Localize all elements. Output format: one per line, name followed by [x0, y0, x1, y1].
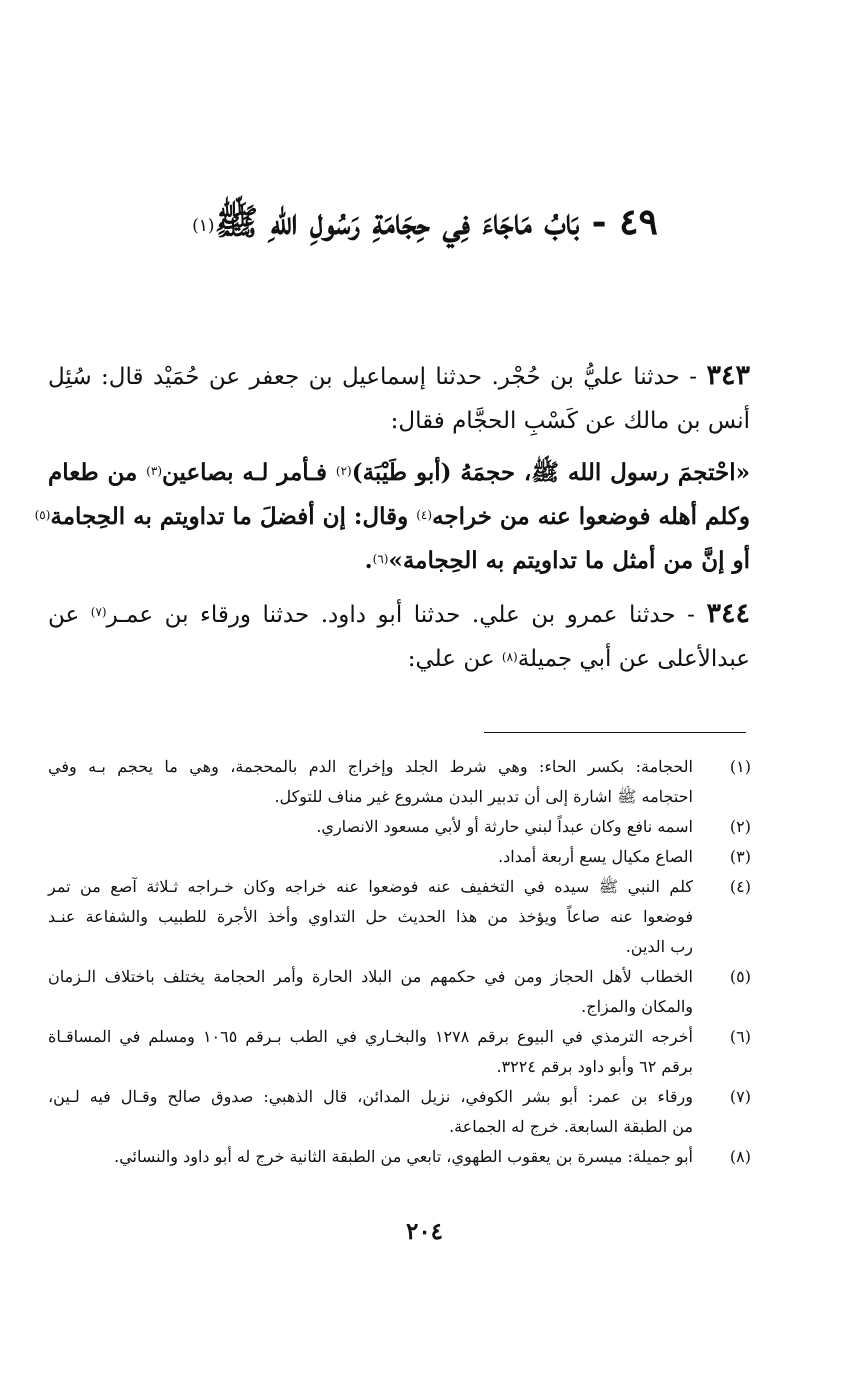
- hadith-343-line-1: [48, 354, 750, 399]
- footnote-line: أبو جميلة: ميسرة بن يعقوب الطهوي، تابعي من الطبقة الثانية خرج له أبو داود والنسائي.: [114, 1147, 693, 1166]
- footnote-2: [48, 812, 751, 842]
- hadith-343-line-2: [48, 399, 750, 443]
- footnote-number: (٢): [729, 817, 751, 836]
- hadith-343: [34, 354, 751, 583]
- hadith-344: [48, 592, 750, 681]
- hadith-344-line-2: [48, 637, 750, 681]
- hadith-344-line-1: [48, 592, 750, 637]
- footnote-ref-7[interactable]: (٧): [90, 605, 107, 619]
- footnote-line: احتجامه ﷺ اشارة إلى أن تدبير البدن مشروع غير مناف للتوكل.: [274, 787, 693, 806]
- footnote-number: (٨): [729, 1147, 751, 1166]
- footnote-text: [48, 842, 693, 872]
- footnote-ref-4[interactable]: (٤): [416, 508, 433, 522]
- matn-text: أو إنَّ من أمثل ما تداويتم به الحِجامة»: [388, 547, 750, 574]
- hadith-number: ٣٤٣: [706, 360, 751, 391]
- hadith-number: ٣٤٤: [706, 598, 750, 629]
- footnote-line: الصاع مكيال يسع أربعة أمداد.: [498, 847, 693, 866]
- hadith-343-matn-line-2: [34, 495, 750, 539]
- footnote-number: (٥): [729, 967, 751, 986]
- page-number: ٢٠٤: [405, 1218, 444, 1245]
- footnote-text: [48, 1082, 693, 1142]
- hadith-344-isnad-1: - حدثنا عمرو بن علي. حدثنا أبو داود. حدثنا ورقاء بن عمـر: [106, 602, 695, 628]
- footnote-line: والمكان والمزاج.: [581, 997, 693, 1016]
- footnote-line: من الطبقة السابعة. خرج له الجماعة.: [449, 1117, 693, 1136]
- footnote-text: [48, 812, 693, 842]
- footnote-line: الحجامة: بكسر الحاء: وهي شرط الجلد وإخراج الدم بالمحجمة، وهي ما يحجم بـه وفي: [48, 757, 693, 776]
- footnote-number: (٣): [729, 847, 751, 866]
- footnote-4: [48, 872, 751, 962]
- matn-text: «احْتجمَ رسول الله ﷺ، حجمَهُ (أبو طَيْبَة): [351, 459, 750, 486]
- footnote-ref-3[interactable]: (٣): [146, 464, 162, 478]
- footnotes: [48, 752, 751, 1172]
- hadith-343-isnad-1: - حدثنا عليُّ بن حُجْر. حدثنا إسماعيل بن جعفر عن حُمَيْد قال: سُئِل: [48, 364, 698, 390]
- footnote-text: [48, 872, 693, 962]
- footnote-text: [48, 1142, 693, 1172]
- footnote-divider: [484, 732, 746, 733]
- hadith-343-isnad-2: أنس بن مالك عن كَسْبِ الحجَّام فقال:: [390, 408, 750, 434]
- footnote-line: اسمه نافع وكان عبداً لبني حارثة أو لأبي مسعود الانصاري.: [316, 817, 693, 836]
- footnote-number: (٤): [729, 877, 751, 896]
- chapter-title-text: ٤٩ - بَابُ مَاجَاءَ فِي حِجَامَةِ رَسُولِ اللهِ ﷺ: [214, 201, 658, 243]
- footnote-3: [48, 842, 751, 872]
- footnote-number: (١): [729, 757, 751, 776]
- matn-text: وقال: إن أفضلَ ما تداويتم به الحِجامة: [50, 503, 417, 530]
- matn-text: .: [364, 547, 373, 574]
- footnote-ref-5[interactable]: (٥): [34, 508, 51, 522]
- footnote-1: [48, 752, 751, 812]
- footnote-line: برقم ٦٢ وأبو داود برقم ٣٢٢٤.: [496, 1057, 693, 1076]
- footnote-5: [48, 962, 751, 1022]
- footnote-ref-8[interactable]: (٨): [501, 650, 518, 664]
- footnote-6: [48, 1022, 751, 1082]
- matn-text: فـأمر لـه بصاعين: [162, 459, 336, 486]
- footnote-line: فوضعوا عنه صاعاً ويؤخذ من هذا الحديث حل التداوي وأخذ الأجرة للطبيب والشفاعة عنـد: [48, 907, 693, 926]
- footnote-number: (٧): [729, 1087, 751, 1106]
- chapter-title: [100, 192, 750, 252]
- footnote-text: [48, 752, 693, 812]
- matn-text: من طعام: [48, 459, 147, 486]
- hadith-344-isnad-2: عبدالأعلى عن أبي جميلة: [517, 646, 750, 672]
- footnote-line: الخطاب لأهل الحجاز ومن في حكمهم من البلاد الحارة وأمر الحجامة يختلف باختلاف الـزمان: [48, 967, 694, 986]
- footnote-line: ورقاء بن عمر: أبو بشر الكوفي، نزيل المدائن، قال الذهبي: صدوق صالح وقـال فيه لـين،: [48, 1087, 693, 1106]
- footnote-line: كلم النبي ﷺ سيده في التخفيف عنه فوضعوا عنه خراجه وكان خـراجه ثـلاثة آصع من تمر: [48, 877, 693, 896]
- matn-text: وكلم أهله فوضعوا عنه من خراجه: [432, 503, 750, 530]
- hadith-344-isnad-1b: عن: [48, 602, 91, 628]
- footnote-text: [48, 1022, 693, 1082]
- hadith-344-isnad-2b: عن علي:: [407, 646, 502, 672]
- footnote-ref-2[interactable]: (٢): [335, 464, 352, 478]
- footnote-7: [48, 1082, 751, 1142]
- footnote-line: رب الدين.: [625, 937, 693, 956]
- hadith-343-matn-line-1: [48, 451, 750, 495]
- hadith-343-matn-line-3: [48, 539, 750, 583]
- footnote-text: [48, 962, 693, 1022]
- footnote-number: (٦): [729, 1027, 751, 1046]
- footnote-8: [48, 1142, 751, 1172]
- footnote-ref-6[interactable]: (٦): [372, 552, 389, 566]
- chapter-footnote-ref: (١): [192, 216, 215, 236]
- footnote-line: أخرجه الترمذي في البيوع برقم ١٢٧٨ والبخـاري في الطب بـرقم ١٠٦٥ ومسلم في المساقـاة: [48, 1027, 693, 1046]
